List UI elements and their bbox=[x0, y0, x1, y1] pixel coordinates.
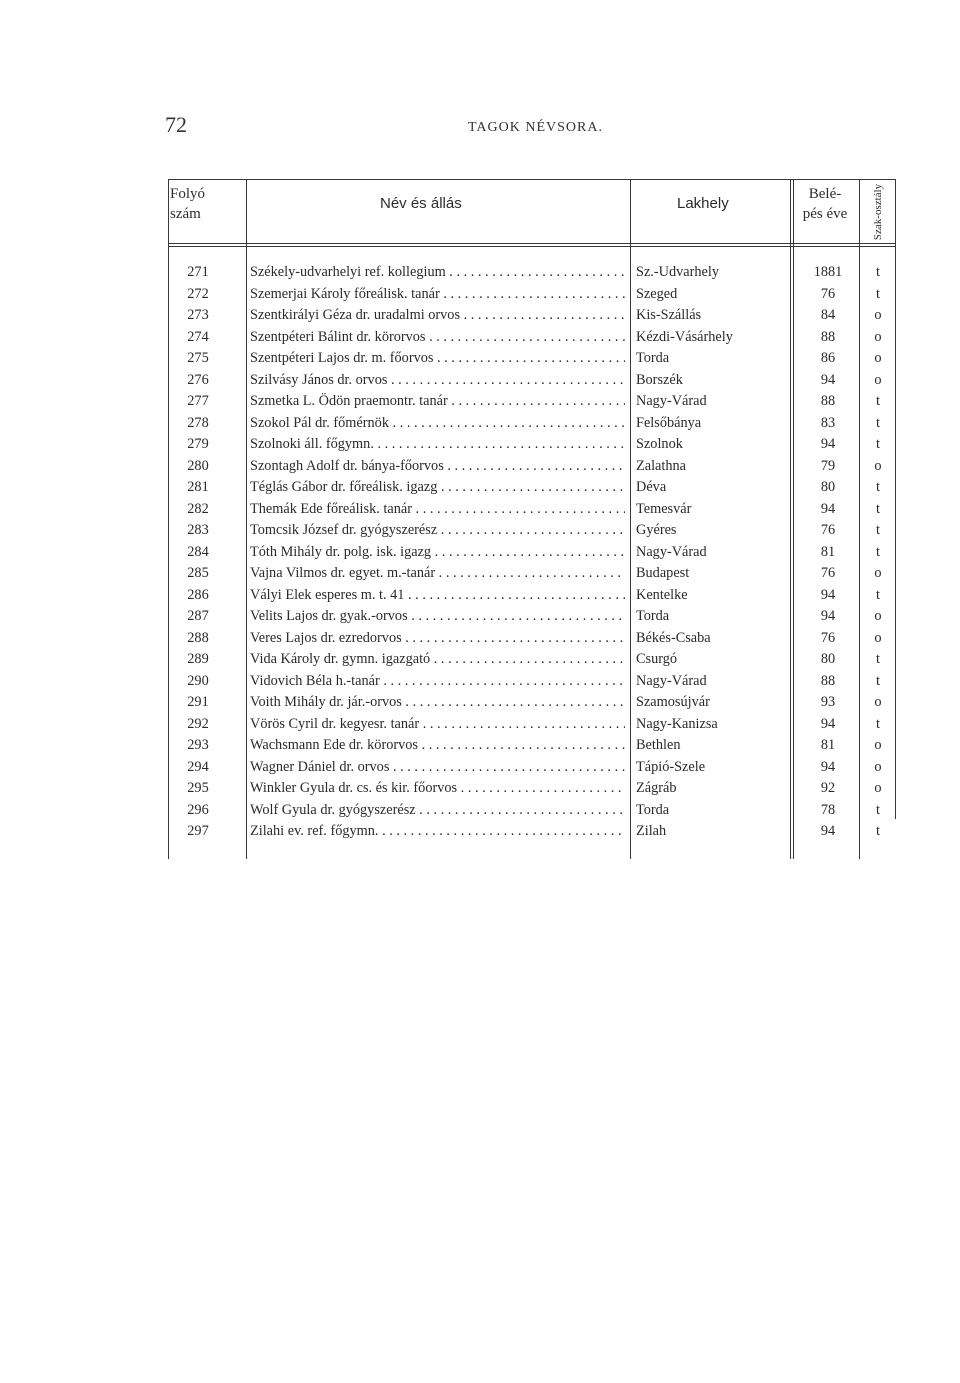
member-join-year: 1881 bbox=[813, 264, 843, 280]
member-number: 277 bbox=[187, 393, 209, 409]
member-name-position: Voith Mihály dr. jár.-orvos . . . bbox=[250, 692, 625, 714]
member-number: 292 bbox=[187, 715, 209, 732]
member-section: o bbox=[874, 780, 882, 796]
member-name-position: Wolf Gyula dr. gyógyszerész . . . bbox=[250, 800, 625, 822]
member-residence: Torda bbox=[636, 350, 670, 366]
member-join-year: 94 bbox=[820, 823, 836, 839]
header-belepes-eve bbox=[792, 184, 858, 224]
member-residence: Kis-Szállás bbox=[636, 307, 702, 323]
table-row bbox=[0, 370, 960, 392]
table-row bbox=[0, 735, 960, 757]
member-number: 290 bbox=[187, 672, 209, 689]
table-header-rule-double bbox=[168, 246, 896, 247]
member-number: 285 bbox=[187, 565, 209, 581]
member-join-year: 88 bbox=[820, 672, 836, 689]
member-number: 291 bbox=[187, 694, 209, 710]
member-number: 289 bbox=[187, 651, 209, 667]
member-name-position: Veres Lajos dr. ezredorvos . . . bbox=[250, 628, 625, 650]
member-number: 281 bbox=[187, 479, 209, 495]
table-row bbox=[0, 456, 960, 478]
member-number: 278 bbox=[187, 414, 209, 431]
member-residence: Szeged bbox=[636, 285, 678, 302]
table-row bbox=[0, 499, 960, 521]
member-join-year: 88 bbox=[820, 328, 836, 345]
member-number: 274 bbox=[187, 328, 209, 345]
table-row bbox=[0, 692, 960, 714]
member-number: 282 bbox=[187, 500, 209, 517]
member-number: 275 bbox=[187, 350, 209, 366]
member-section: t bbox=[876, 522, 880, 538]
member-join-year: 81 bbox=[820, 543, 836, 560]
member-name-position: Winkler Gyula dr. cs. és kir. főorvos . . . bbox=[250, 778, 625, 800]
member-number: 294 bbox=[187, 758, 209, 775]
member-join-year: 81 bbox=[820, 737, 836, 753]
member-residence: Déva bbox=[636, 479, 667, 495]
member-join-year: 94 bbox=[820, 371, 836, 388]
member-residence: Szamosújvár bbox=[636, 694, 710, 710]
member-residence: Sz.-Udvarhely bbox=[636, 264, 719, 280]
member-residence: Budapest bbox=[636, 565, 690, 581]
member-residence: Felsőbánya bbox=[636, 414, 702, 431]
member-name-position: Szilvásy János dr. orvos . . . bbox=[250, 370, 625, 392]
member-name-position: Tomcsik József dr. gyógyszerész . . . bbox=[250, 520, 625, 542]
member-number: 280 bbox=[187, 457, 209, 474]
running-head: TAGOK NÉVSORA. bbox=[468, 120, 603, 135]
member-name-position: Tóth Mihály dr. polg. isk. igazg . . . bbox=[250, 542, 625, 564]
member-join-year: 94 bbox=[820, 436, 836, 452]
member-residence: Nagy-Várad bbox=[636, 393, 707, 409]
member-join-year: 94 bbox=[820, 608, 836, 624]
member-list bbox=[0, 262, 960, 843]
member-residence: Nagy-Várad bbox=[636, 543, 707, 560]
table-row bbox=[0, 327, 960, 349]
member-join-year: 92 bbox=[820, 780, 836, 796]
member-join-year: 76 bbox=[820, 285, 836, 302]
member-section: t bbox=[876, 285, 880, 302]
member-residence: Torda bbox=[636, 801, 670, 818]
member-number: 287 bbox=[187, 608, 209, 624]
member-name-position: Velits Lajos dr. gyak.-orvos . . . bbox=[250, 606, 625, 628]
header-folyo-line2: szám bbox=[170, 206, 201, 222]
header-bele-line1: Belé- bbox=[808, 186, 842, 202]
member-number: 273 bbox=[187, 307, 209, 323]
member-name-position: Szentkirályi Géza dr. uradalmi orvos . . . bbox=[250, 305, 625, 327]
member-number: 276 bbox=[187, 371, 209, 388]
member-section: t bbox=[876, 479, 880, 495]
table-row bbox=[0, 305, 960, 327]
member-section: o bbox=[874, 629, 882, 646]
member-section: o bbox=[874, 737, 882, 753]
member-number: 271 bbox=[187, 264, 209, 280]
table-header-rule bbox=[168, 243, 896, 244]
member-name-position: Téglás Gábor dr. főreálisk. igazg . . . bbox=[250, 477, 625, 499]
table-row bbox=[0, 671, 960, 693]
member-section: t bbox=[876, 264, 880, 280]
member-join-year: 84 bbox=[820, 307, 836, 323]
member-name-position: Vörös Cyril dr. kegyesr. tanár . . . bbox=[250, 714, 625, 736]
member-section: o bbox=[874, 328, 882, 345]
member-name-position: Székely-udvarhelyi ref. kollegium . . . bbox=[250, 262, 625, 284]
member-number: 295 bbox=[187, 780, 209, 796]
table-row bbox=[0, 606, 960, 628]
table-row bbox=[0, 542, 960, 564]
member-residence: Nagy-Kanizsa bbox=[636, 715, 718, 732]
member-section: o bbox=[874, 608, 882, 624]
table-row bbox=[0, 757, 960, 779]
member-section: o bbox=[874, 457, 882, 474]
table-row bbox=[0, 391, 960, 413]
member-name-position: Szemerjai Károly főreálisk. tanár . . . bbox=[250, 284, 625, 306]
header-szakosztaly bbox=[862, 182, 894, 242]
table-row bbox=[0, 563, 960, 585]
member-join-year: 93 bbox=[820, 694, 836, 710]
table-row bbox=[0, 778, 960, 800]
member-residence: Kentelke bbox=[636, 586, 688, 603]
member-residence: Tápió-Szele bbox=[636, 758, 706, 775]
member-name-position: Wachsmann Ede dr. körorvos . . . bbox=[250, 735, 625, 757]
member-join-year: 76 bbox=[820, 629, 836, 646]
member-section: t bbox=[876, 672, 880, 689]
member-residence: Gyéres bbox=[636, 522, 677, 538]
member-name-position: Zilahi ev. ref. főgymn. . . . bbox=[250, 821, 625, 843]
header-folyo-line1: Folyó bbox=[170, 186, 206, 202]
member-number: 279 bbox=[187, 436, 209, 452]
member-name-position: Szokol Pál dr. főmérnök . . . bbox=[250, 413, 625, 435]
member-join-year: 76 bbox=[820, 522, 836, 538]
member-join-year: 88 bbox=[820, 393, 836, 409]
header-lakhely: Lakhely bbox=[677, 195, 729, 212]
table-row bbox=[0, 413, 960, 435]
member-section: t bbox=[876, 436, 880, 452]
member-residence: Borszék bbox=[636, 371, 683, 388]
member-number: 296 bbox=[187, 801, 209, 818]
member-residence: Zalathna bbox=[636, 457, 687, 474]
member-section: t bbox=[876, 715, 880, 732]
member-join-year: 78 bbox=[820, 801, 836, 818]
member-join-year: 80 bbox=[820, 651, 836, 667]
table-row bbox=[0, 800, 960, 822]
member-number: 286 bbox=[187, 586, 209, 603]
member-residence: Csurgó bbox=[636, 651, 678, 667]
member-section: o bbox=[874, 371, 882, 388]
member-section: t bbox=[876, 500, 880, 517]
table-row bbox=[0, 348, 960, 370]
member-section: t bbox=[876, 823, 880, 839]
member-section: o bbox=[874, 758, 882, 775]
table-row bbox=[0, 520, 960, 542]
member-number: 272 bbox=[187, 285, 209, 302]
table-row bbox=[0, 434, 960, 456]
member-join-year: 86 bbox=[820, 350, 836, 366]
member-residence: Békés-Csaba bbox=[636, 629, 711, 646]
table-row bbox=[0, 262, 960, 284]
member-name-position: Szontagh Adolf dr. bánya-főorvos . . . bbox=[250, 456, 625, 478]
member-residence: Kézdi-Vásárhely bbox=[636, 328, 733, 345]
member-join-year: 94 bbox=[820, 715, 836, 732]
header-nev-es-allas: Név és állás bbox=[380, 195, 462, 212]
member-name-position: Wagner Dániel dr. orvos . . . bbox=[250, 757, 625, 779]
member-residence: Bethlen bbox=[636, 737, 681, 753]
member-name-position: Szentpéteri Bálint dr. körorvos . . . bbox=[250, 327, 625, 349]
table-top-rule bbox=[168, 179, 896, 180]
table-row bbox=[0, 477, 960, 499]
member-name-position: Vidovich Béla h.-tanár . . . bbox=[250, 671, 625, 693]
member-number: 288 bbox=[187, 629, 209, 646]
member-residence: Zilah bbox=[636, 823, 667, 839]
member-residence: Torda bbox=[636, 608, 670, 624]
member-number: 284 bbox=[187, 543, 209, 560]
member-section: t bbox=[876, 801, 880, 818]
member-section: t bbox=[876, 586, 880, 603]
member-section: t bbox=[876, 543, 880, 560]
member-name-position: Vályi Elek esperes m. t. 41 . . . bbox=[250, 585, 625, 607]
member-join-year: 83 bbox=[820, 414, 836, 431]
member-name-position: Vida Károly dr. gymn. igazgató . . . bbox=[250, 649, 625, 671]
member-section: o bbox=[874, 565, 882, 581]
member-residence: Szolnok bbox=[636, 436, 683, 452]
member-join-year: 94 bbox=[820, 500, 836, 517]
member-name-position: Vajna Vilmos dr. egyet. m.-tanár . . . bbox=[250, 563, 625, 585]
member-join-year: 80 bbox=[820, 479, 836, 495]
member-join-year: 79 bbox=[820, 457, 836, 474]
member-residence: Zágráb bbox=[636, 780, 677, 796]
member-residence: Temesvár bbox=[636, 500, 692, 517]
member-name-position: Szolnoki áll. főgymn. . . . bbox=[250, 434, 625, 456]
member-number: 297 bbox=[187, 823, 209, 839]
header-szak-label: Szak-osztály bbox=[872, 183, 884, 241]
member-section: o bbox=[874, 350, 882, 366]
member-name-position: Szentpéteri Lajos dr. m. főorvos . . . bbox=[250, 348, 625, 370]
member-number: 283 bbox=[187, 522, 209, 538]
member-join-year: 94 bbox=[820, 758, 836, 775]
member-join-year: 94 bbox=[820, 586, 836, 603]
table-row bbox=[0, 714, 960, 736]
member-name-position: Szmetka L. Ödön praemontr. tanár . . . bbox=[250, 391, 625, 413]
member-number: 293 bbox=[187, 737, 209, 753]
table-row bbox=[0, 284, 960, 306]
member-section: t bbox=[876, 393, 880, 409]
header-folyo-szam bbox=[170, 184, 232, 224]
table-row bbox=[0, 649, 960, 671]
member-name-position: Themák Ede főreálisk. tanár . . . bbox=[250, 499, 625, 521]
member-section: t bbox=[876, 651, 880, 667]
header-bele-line2: pés éve bbox=[802, 206, 848, 222]
member-section: o bbox=[874, 694, 882, 710]
member-join-year: 76 bbox=[820, 565, 836, 581]
page-number: 72 bbox=[165, 112, 187, 137]
table-row bbox=[0, 821, 960, 843]
member-section: o bbox=[874, 307, 882, 323]
member-residence: Nagy-Várad bbox=[636, 672, 707, 689]
table-row bbox=[0, 628, 960, 650]
table-row bbox=[0, 585, 960, 607]
member-section: t bbox=[876, 414, 880, 431]
